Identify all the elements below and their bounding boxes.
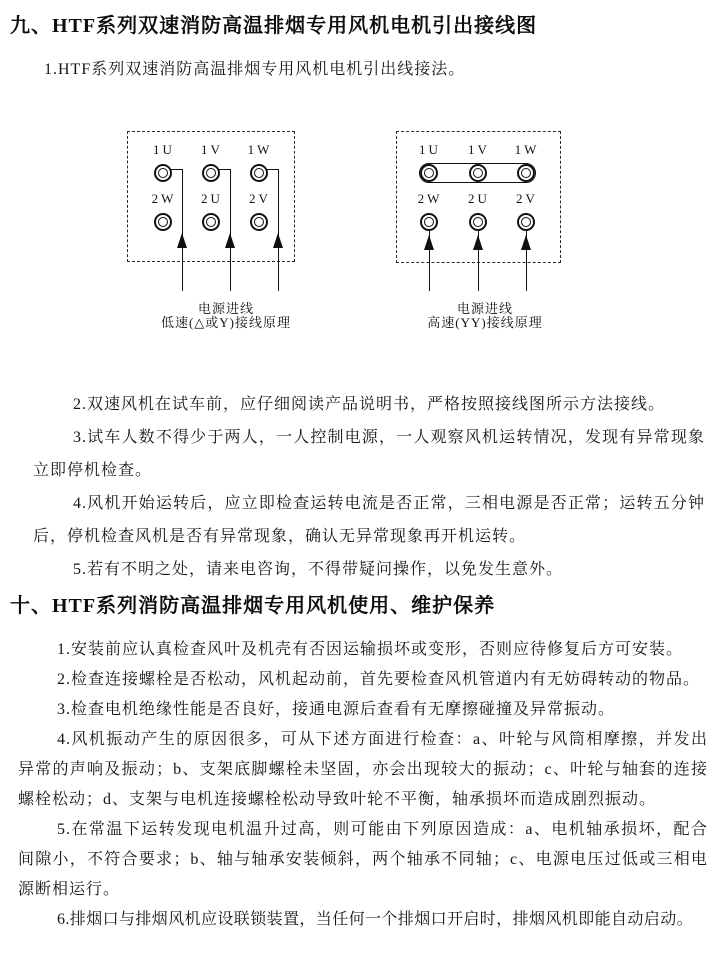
wire-segment	[171, 169, 182, 170]
terminal-post	[154, 164, 172, 182]
wire-segment	[219, 169, 230, 170]
terminal-label: 1W	[247, 142, 273, 157]
terminal-label: 2W	[417, 191, 443, 206]
up-arrow-icon	[424, 235, 434, 250]
paragraph: 4.风机振动产生的原因很多，可从下述方面进行检查：a、叶轮与风筒相摩擦，并发出异常的声响及振动；b、支架底脚螺栓未坚固，亦会出现较大的振动；c、叶轮与轴套的连接螺栓松动；d、支架与电机连接螺栓松动导致叶轮不平衡，轴承损坏而造成剧烈振动。	[18, 731, 708, 808]
paragraph: 3.试车人数不得少于两人，一人控制电源，一人观察风机运转情况，发现有异常现象立即停机检查。	[33, 429, 705, 479]
wire-segment	[278, 169, 279, 291]
paragraph: 3.检查电机绝缘性能是否良好，接通电源后查看有无摩擦碰撞及异常振动。	[57, 701, 616, 718]
terminal-post	[420, 164, 438, 182]
terminal-post	[250, 164, 268, 182]
section-9-heading: 九、HTF系列双速消防高温排烟专用风机电机引出接线图	[10, 15, 538, 37]
terminal-label: 2V	[249, 191, 271, 206]
paragraph: 2.检查连接螺栓是否松动，风机起动前，首先要检查风机管道内有无妨碍转动的物品。	[57, 671, 701, 688]
section-9-body	[33, 388, 705, 586]
terminal-post	[154, 213, 172, 231]
section-10-heading: 十、HTF系列消防高温排烟专用风机使用、维护保养	[10, 595, 496, 617]
terminal-post	[517, 164, 535, 182]
up-arrow-icon	[273, 233, 283, 248]
terminal-label: 2U	[468, 191, 490, 206]
terminal-post	[469, 213, 487, 231]
up-arrow-icon	[521, 235, 531, 250]
terminal-label: 1V	[201, 142, 223, 157]
paragraph: 4.风机开始运转后，应立即检查运转电流是否正常，三相电源是否正常；运转五分钟后，停机检查风机是否有异常现象，确认无异常现象再开机运转。	[33, 495, 705, 545]
terminal-post	[420, 213, 438, 231]
terminal-post	[517, 213, 535, 231]
terminal-label: 1W	[514, 142, 540, 157]
terminal-label: 2U	[201, 191, 223, 206]
paragraph: 6.排烟口与排烟风机应设联锁装置，当任何一个排烟口开启时，排烟风机即能自动启动。	[57, 911, 694, 928]
figure-caption-power-inlet: 电源进线	[197, 301, 254, 316]
terminal-post	[202, 213, 220, 231]
figure-caption-low-speed: 低速(△或Y)接线原理	[160, 315, 292, 330]
terminal-post	[469, 164, 487, 182]
terminal-label: 2W	[151, 191, 177, 206]
wire-segment	[267, 169, 278, 170]
paragraph: 2.双速风机在试车前，应仔细阅读产品说明书，严格按照接线图所示方法接线。	[73, 396, 666, 413]
figure-caption-high-speed: 高速(YY)接线原理	[427, 315, 543, 330]
paragraph: 1.安装前应认真检查风叶及机壳有否因运输损坏或变形，否则应待修复后方可安装。	[57, 641, 684, 658]
wire-segment	[182, 169, 183, 291]
terminal-label: 2V	[516, 191, 538, 206]
section-9-intro: 1.HTF系列双速消防高温排烟专用风机电机引出线接法。	[44, 61, 466, 78]
section-10-body	[18, 635, 708, 935]
terminal-post	[202, 164, 220, 182]
paragraph: 5.在常温下运转发现电机温升过高，则可能由下列原因造成：a、电机轴承损坏，配合间隙小，不符合要求；b、轴与轴承安装倾斜，两个轴承不同轴；c、电源电压过低或三相电源断相运行。	[18, 821, 708, 898]
up-arrow-icon	[177, 233, 187, 248]
up-arrow-icon	[225, 233, 235, 248]
terminal-label: 1V	[468, 142, 490, 157]
paragraph: 5.若有不明之处，请来电咨询，不得带疑问操作，以免发生意外。	[73, 561, 564, 578]
figure-caption-power-inlet: 电源进线	[456, 301, 513, 316]
terminal-label: 1U	[419, 142, 441, 157]
terminal-post	[250, 213, 268, 231]
wire-segment	[230, 169, 231, 291]
up-arrow-icon	[473, 235, 483, 250]
terminal-label: 1U	[153, 142, 175, 157]
